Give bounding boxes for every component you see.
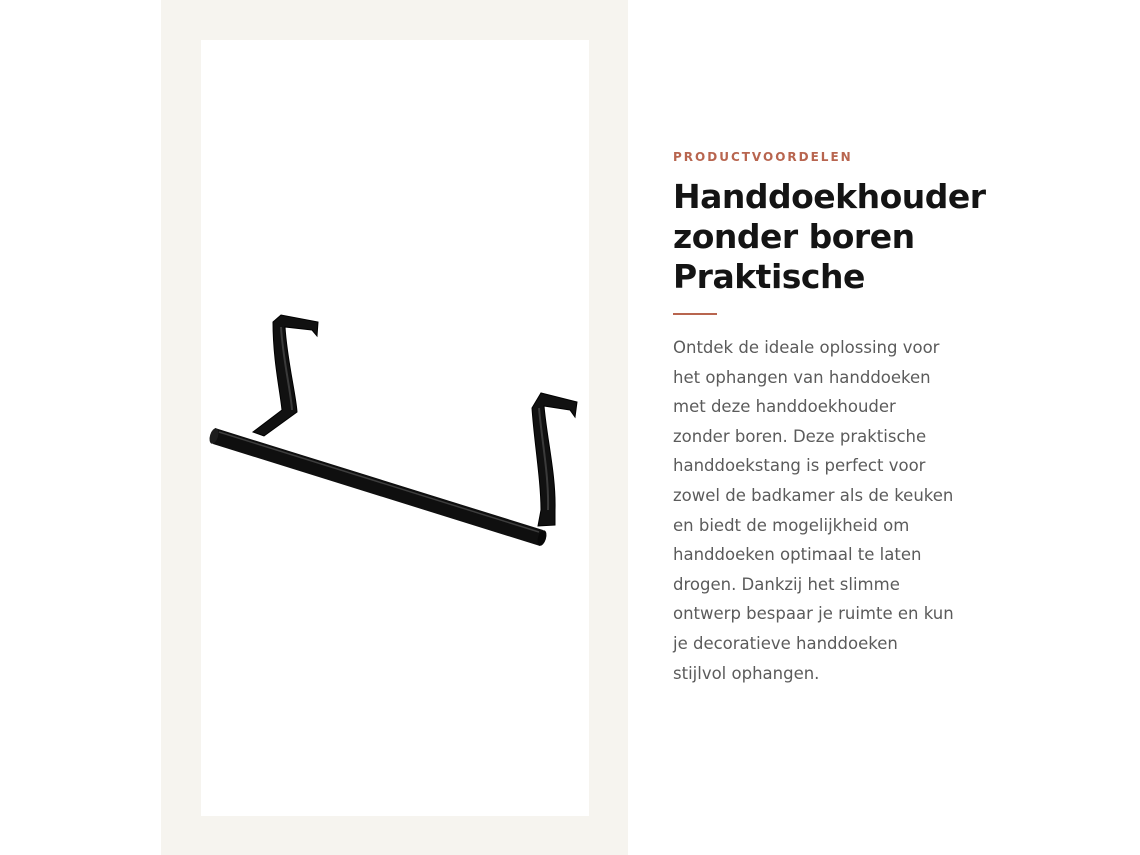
section-title-line: Handdoekhouder (673, 177, 986, 216)
section-title-line: Praktische (673, 257, 865, 296)
description-line: handdoekstang is perfect voor (673, 456, 926, 476)
description-line: zonder boren. Deze praktische (673, 426, 927, 446)
left-hook-shape (253, 315, 318, 436)
product-image-card (201, 40, 589, 816)
towel-bar-product-image (201, 40, 589, 816)
description-line: handdoeken optimaal te laten (673, 545, 922, 565)
section-eyebrow: PRODUCTVOORDELEN (673, 150, 853, 164)
media-panel (161, 0, 628, 855)
description-line: drogen. Dankzij het slimme (673, 574, 900, 594)
description-line: stijlvol ophangen. (673, 663, 820, 683)
description-line: Ontdek de ideale oplossing voor (673, 338, 940, 357)
description-line: zowel de badkamer als de keuken (673, 485, 954, 505)
towel-bar-shine (219, 432, 539, 532)
accent-divider (673, 313, 717, 315)
description-line: je decoratieve handdoeken (673, 633, 898, 653)
description-line: ontwerp bespaar je ruimte en kun (673, 604, 954, 624)
section-description (673, 333, 993, 688)
section-title-line: zonder boren (673, 217, 915, 256)
description-line: en biedt de mogelijkheid om (673, 515, 910, 535)
description-line: met deze handdoekhouder (673, 397, 896, 417)
product-benefits-section (673, 150, 993, 688)
description-line: het ophangen van handdoeken (673, 367, 931, 387)
section-title (673, 177, 993, 297)
